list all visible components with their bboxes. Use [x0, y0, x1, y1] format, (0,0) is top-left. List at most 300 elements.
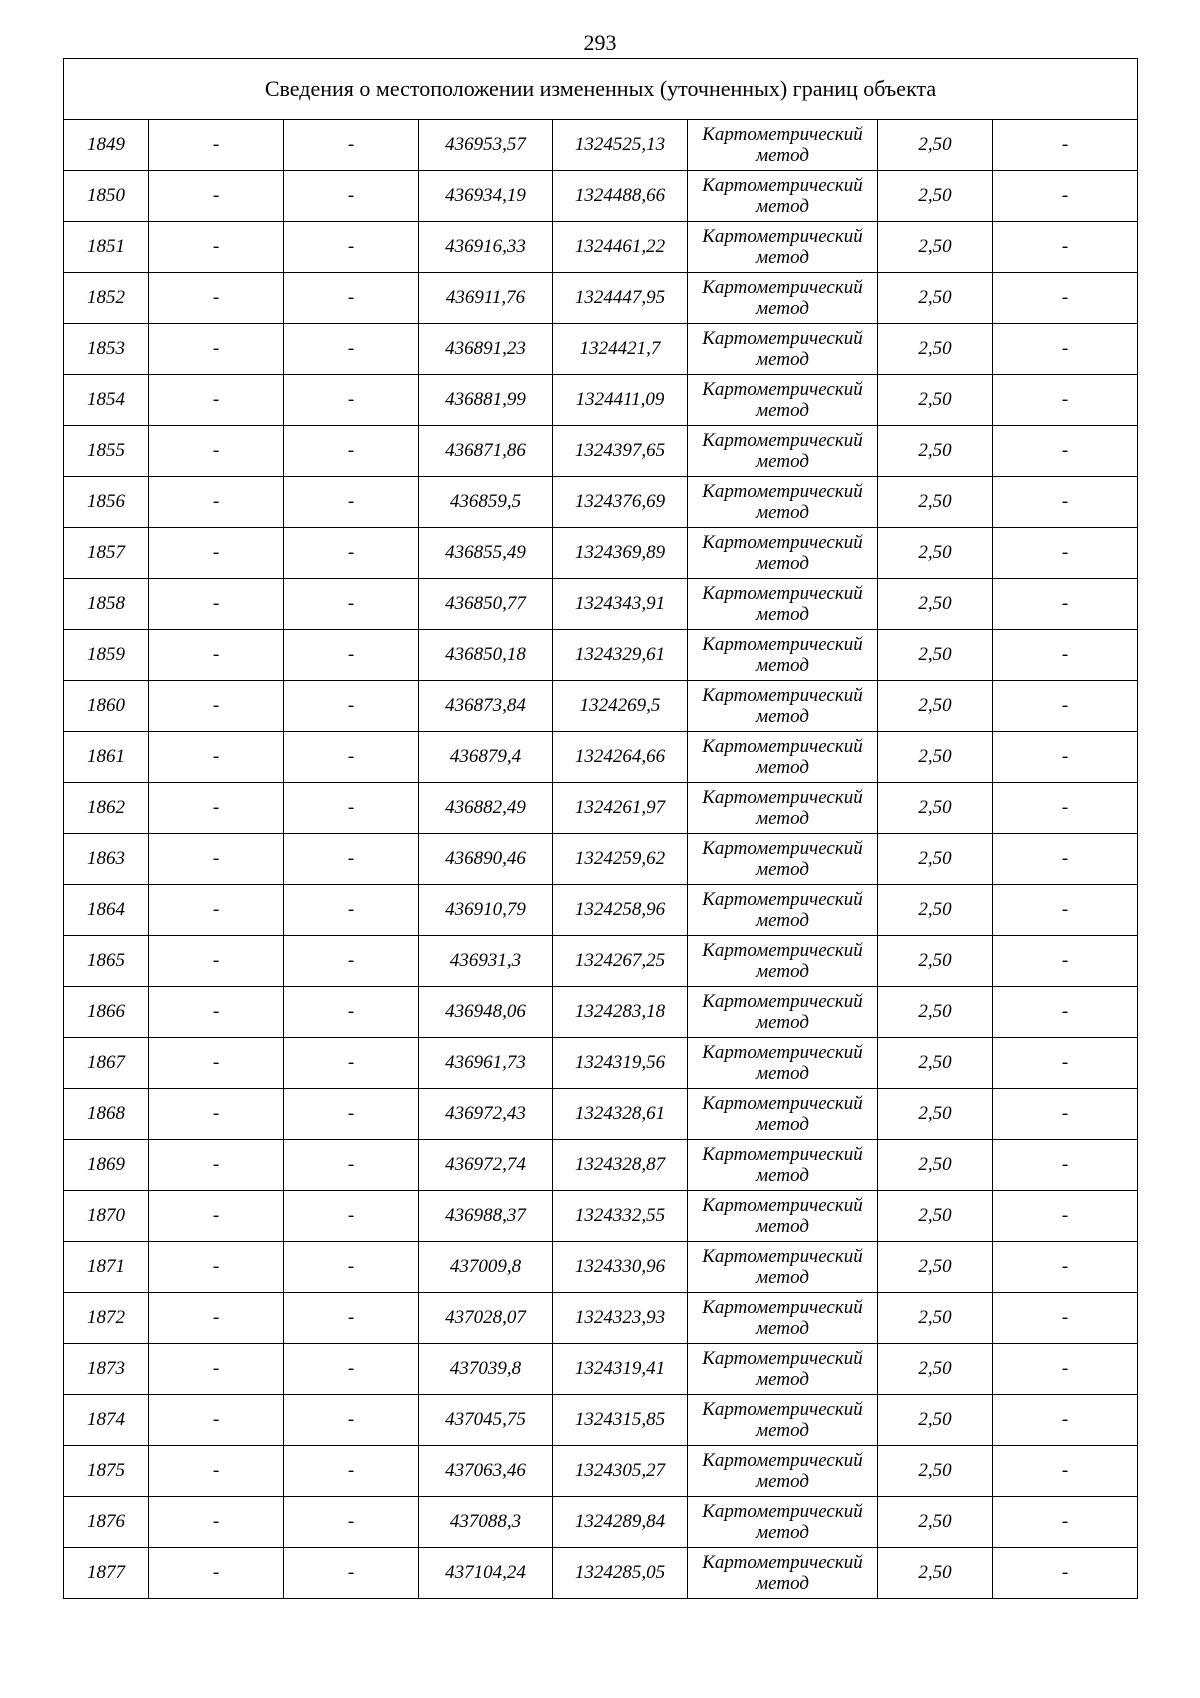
- method-cell: [688, 1191, 878, 1242]
- accuracy-cell: 2,50: [878, 1497, 993, 1548]
- method-line-2: метод: [756, 298, 809, 319]
- method-cell: [688, 1293, 878, 1344]
- coordinate-y-cell: 1324259,62: [553, 834, 688, 885]
- table-row: [64, 426, 1138, 477]
- method-line-2: метод: [756, 655, 809, 676]
- method-cell: [688, 273, 878, 324]
- empty-dash-cell: -: [284, 1497, 419, 1548]
- empty-dash-cell: -: [993, 1191, 1138, 1242]
- method-line-1: Картометрический: [702, 175, 863, 196]
- empty-dash-cell: -: [284, 1191, 419, 1242]
- coordinate-x-cell: 436873,84: [419, 681, 553, 732]
- empty-dash-cell: -: [149, 732, 284, 783]
- accuracy-cell: 2,50: [878, 987, 993, 1038]
- method-line-1: Картометрический: [702, 1093, 863, 1114]
- empty-dash-cell: -: [284, 987, 419, 1038]
- method-cell: [688, 171, 878, 222]
- table-row: [64, 324, 1138, 375]
- point-number-cell: 1870: [64, 1191, 149, 1242]
- method-cell: [688, 987, 878, 1038]
- method-cell: [688, 1446, 878, 1497]
- method-line-1: Картометрический: [702, 481, 863, 502]
- accuracy-cell: 2,50: [878, 681, 993, 732]
- method-line-1: Картометрический: [702, 889, 863, 910]
- empty-dash-cell: -: [149, 1089, 284, 1140]
- coordinate-x-cell: 436881,99: [419, 375, 553, 426]
- method-cell: [688, 1548, 878, 1599]
- accuracy-cell: 2,50: [878, 936, 993, 987]
- coordinate-y-cell: 1324461,22: [553, 222, 688, 273]
- empty-dash-cell: -: [149, 528, 284, 579]
- table-row: [64, 222, 1138, 273]
- point-number-cell: 1852: [64, 273, 149, 324]
- method-line-2: метод: [756, 757, 809, 778]
- method-line-2: метод: [756, 1573, 809, 1594]
- table-row: [64, 1548, 1138, 1599]
- point-number-cell: 1859: [64, 630, 149, 681]
- coordinate-y-cell: 1324289,84: [553, 1497, 688, 1548]
- empty-dash-cell: -: [284, 630, 419, 681]
- coordinate-y-cell: 1324269,5: [553, 681, 688, 732]
- empty-dash-cell: -: [284, 273, 419, 324]
- empty-dash-cell: -: [284, 1395, 419, 1446]
- point-number-cell: 1858: [64, 579, 149, 630]
- point-number-cell: 1877: [64, 1548, 149, 1599]
- table-row: [64, 834, 1138, 885]
- method-line-1: Картометрический: [702, 277, 863, 298]
- coordinate-y-cell: 1324343,91: [553, 579, 688, 630]
- empty-dash-cell: -: [993, 630, 1138, 681]
- empty-dash-cell: -: [993, 885, 1138, 936]
- method-cell: [688, 1395, 878, 1446]
- coordinate-y-cell: 1324258,96: [553, 885, 688, 936]
- method-line-1: Картометрический: [702, 685, 863, 706]
- method-cell: [688, 630, 878, 681]
- empty-dash-cell: -: [149, 936, 284, 987]
- empty-dash-cell: -: [993, 1344, 1138, 1395]
- table-row: [64, 1038, 1138, 1089]
- method-line-2: метод: [756, 451, 809, 472]
- point-number-cell: 1853: [64, 324, 149, 375]
- empty-dash-cell: -: [149, 120, 284, 171]
- point-number-cell: 1876: [64, 1497, 149, 1548]
- accuracy-cell: 2,50: [878, 1548, 993, 1599]
- point-number-cell: 1861: [64, 732, 149, 783]
- method-line-1: Картометрический: [702, 124, 863, 145]
- empty-dash-cell: -: [284, 1038, 419, 1089]
- coordinate-x-cell: 436916,33: [419, 222, 553, 273]
- point-number-cell: 1864: [64, 885, 149, 936]
- method-line-2: метод: [756, 706, 809, 727]
- method-line-2: метод: [756, 553, 809, 574]
- table-row: [64, 120, 1138, 171]
- accuracy-cell: 2,50: [878, 171, 993, 222]
- table-row: [64, 1395, 1138, 1446]
- empty-dash-cell: -: [284, 426, 419, 477]
- point-number-cell: 1865: [64, 936, 149, 987]
- method-line-2: метод: [756, 910, 809, 931]
- empty-dash-cell: -: [284, 1293, 419, 1344]
- accuracy-cell: 2,50: [878, 1038, 993, 1089]
- empty-dash-cell: -: [993, 273, 1138, 324]
- table-row: [64, 1344, 1138, 1395]
- accuracy-cell: 2,50: [878, 1293, 993, 1344]
- method-line-2: метод: [756, 145, 809, 166]
- method-line-2: метод: [756, 349, 809, 370]
- point-number-cell: 1862: [64, 783, 149, 834]
- point-number-cell: 1867: [64, 1038, 149, 1089]
- empty-dash-cell: -: [149, 630, 284, 681]
- accuracy-cell: 2,50: [878, 1140, 993, 1191]
- method-line-1: Картометрический: [702, 226, 863, 247]
- point-number-cell: 1873: [64, 1344, 149, 1395]
- coordinate-y-cell: 1324329,61: [553, 630, 688, 681]
- empty-dash-cell: -: [149, 324, 284, 375]
- accuracy-cell: 2,50: [878, 1446, 993, 1497]
- method-cell: [688, 936, 878, 987]
- accuracy-cell: 2,50: [878, 732, 993, 783]
- empty-dash-cell: -: [993, 426, 1138, 477]
- method-line-2: метод: [756, 1216, 809, 1237]
- point-number-cell: 1868: [64, 1089, 149, 1140]
- coordinate-y-cell: 1324330,96: [553, 1242, 688, 1293]
- method-line-2: метод: [756, 400, 809, 421]
- empty-dash-cell: -: [149, 1446, 284, 1497]
- method-line-1: Картометрический: [702, 634, 863, 655]
- empty-dash-cell: -: [284, 783, 419, 834]
- page-number: 293: [583, 30, 617, 55]
- empty-dash-cell: -: [993, 732, 1138, 783]
- empty-dash-cell: -: [284, 1344, 419, 1395]
- accuracy-cell: 2,50: [878, 324, 993, 375]
- method-cell: [688, 222, 878, 273]
- point-number-cell: 1856: [64, 477, 149, 528]
- empty-dash-cell: -: [993, 1548, 1138, 1599]
- method-line-1: Картометрический: [702, 1450, 863, 1471]
- accuracy-cell: 2,50: [878, 273, 993, 324]
- table-row: [64, 987, 1138, 1038]
- empty-dash-cell: -: [993, 1293, 1138, 1344]
- empty-dash-cell: -: [284, 1140, 419, 1191]
- table-row: [64, 1242, 1138, 1293]
- point-number-cell: 1850: [64, 171, 149, 222]
- empty-dash-cell: -: [284, 477, 419, 528]
- empty-dash-cell: -: [284, 732, 419, 783]
- method-cell: [688, 324, 878, 375]
- table-row: [64, 1089, 1138, 1140]
- coordinate-x-cell: 436953,57: [419, 120, 553, 171]
- coordinate-x-cell: 437028,07: [419, 1293, 553, 1344]
- point-number-cell: 1849: [64, 120, 149, 171]
- coordinate-x-cell: 436934,19: [419, 171, 553, 222]
- point-number-cell: 1874: [64, 1395, 149, 1446]
- empty-dash-cell: -: [149, 1548, 284, 1599]
- point-number-cell: 1857: [64, 528, 149, 579]
- method-line-1: Картометрический: [702, 940, 863, 961]
- coordinate-y-cell: 1324369,89: [553, 528, 688, 579]
- table-row: [64, 936, 1138, 987]
- method-line-2: метод: [756, 1420, 809, 1441]
- coordinate-x-cell: 436948,06: [419, 987, 553, 1038]
- point-number-cell: 1860: [64, 681, 149, 732]
- coordinate-x-cell: 436910,79: [419, 885, 553, 936]
- method-line-1: Картометрический: [702, 736, 863, 757]
- method-line-1: Картометрический: [702, 1552, 863, 1573]
- empty-dash-cell: -: [149, 1038, 284, 1089]
- empty-dash-cell: -: [149, 1344, 284, 1395]
- table-row: [64, 579, 1138, 630]
- table-row: [64, 885, 1138, 936]
- coordinate-x-cell: 436931,3: [419, 936, 553, 987]
- empty-dash-cell: -: [284, 375, 419, 426]
- coordinate-y-cell: 1324332,55: [553, 1191, 688, 1242]
- coordinate-x-cell: 436890,46: [419, 834, 553, 885]
- coordinate-x-cell: 436882,49: [419, 783, 553, 834]
- empty-dash-cell: -: [149, 1191, 284, 1242]
- table-title-row: [64, 59, 1138, 120]
- empty-dash-cell: -: [284, 120, 419, 171]
- empty-dash-cell: -: [284, 579, 419, 630]
- coordinate-x-cell: 436879,4: [419, 732, 553, 783]
- table-row: [64, 1497, 1138, 1548]
- method-cell: [688, 783, 878, 834]
- empty-dash-cell: -: [284, 1242, 419, 1293]
- method-cell: [688, 834, 878, 885]
- empty-dash-cell: -: [149, 783, 284, 834]
- empty-dash-cell: -: [149, 375, 284, 426]
- method-line-2: метод: [756, 502, 809, 523]
- coordinate-x-cell: 436961,73: [419, 1038, 553, 1089]
- table-row: [64, 630, 1138, 681]
- empty-dash-cell: -: [993, 120, 1138, 171]
- method-line-2: метод: [756, 1522, 809, 1543]
- method-line-2: метод: [756, 196, 809, 217]
- method-cell: [688, 477, 878, 528]
- point-number-cell: 1872: [64, 1293, 149, 1344]
- table-row: [64, 171, 1138, 222]
- coordinate-x-cell: 436850,18: [419, 630, 553, 681]
- empty-dash-cell: -: [993, 1089, 1138, 1140]
- method-line-2: метод: [756, 1063, 809, 1084]
- point-number-cell: 1851: [64, 222, 149, 273]
- accuracy-cell: 2,50: [878, 1242, 993, 1293]
- accuracy-cell: 2,50: [878, 885, 993, 936]
- accuracy-cell: 2,50: [878, 477, 993, 528]
- empty-dash-cell: -: [993, 222, 1138, 273]
- empty-dash-cell: -: [993, 324, 1138, 375]
- table-row: [64, 681, 1138, 732]
- coordinate-x-cell: 437039,8: [419, 1344, 553, 1395]
- empty-dash-cell: -: [149, 1242, 284, 1293]
- coordinate-y-cell: 1324264,66: [553, 732, 688, 783]
- coordinate-x-cell: 437104,24: [419, 1548, 553, 1599]
- coordinate-y-cell: 1324488,66: [553, 171, 688, 222]
- coordinate-x-cell: 436972,74: [419, 1140, 553, 1191]
- coordinate-y-cell: 1324319,56: [553, 1038, 688, 1089]
- point-number-cell: 1863: [64, 834, 149, 885]
- point-number-cell: 1866: [64, 987, 149, 1038]
- empty-dash-cell: -: [284, 324, 419, 375]
- coordinate-y-cell: 1324283,18: [553, 987, 688, 1038]
- coordinate-y-cell: 1324305,27: [553, 1446, 688, 1497]
- table-row: [64, 732, 1138, 783]
- method-cell: [688, 579, 878, 630]
- method-line-2: метод: [756, 1369, 809, 1390]
- empty-dash-cell: -: [993, 171, 1138, 222]
- empty-dash-cell: -: [149, 1497, 284, 1548]
- coordinate-x-cell: 436988,37: [419, 1191, 553, 1242]
- accuracy-cell: 2,50: [878, 528, 993, 579]
- method-line-1: Картометрический: [702, 328, 863, 349]
- accuracy-cell: 2,50: [878, 783, 993, 834]
- method-line-1: Картометрический: [702, 838, 863, 859]
- coordinate-y-cell: 1324323,93: [553, 1293, 688, 1344]
- method-line-1: Картометрический: [702, 379, 863, 400]
- accuracy-cell: 2,50: [878, 1089, 993, 1140]
- method-line-2: метод: [756, 1471, 809, 1492]
- empty-dash-cell: -: [149, 1293, 284, 1344]
- accuracy-cell: 2,50: [878, 1344, 993, 1395]
- coordinate-y-cell: 1324328,87: [553, 1140, 688, 1191]
- coordinate-y-cell: 1324328,61: [553, 1089, 688, 1140]
- empty-dash-cell: -: [284, 885, 419, 936]
- coordinate-x-cell: 436911,76: [419, 273, 553, 324]
- coordinate-y-cell: 1324261,97: [553, 783, 688, 834]
- table-row: [64, 1293, 1138, 1344]
- empty-dash-cell: -: [993, 783, 1138, 834]
- empty-dash-cell: -: [993, 1038, 1138, 1089]
- coordinate-x-cell: 437009,8: [419, 1242, 553, 1293]
- method-line-1: Картометрический: [702, 532, 863, 553]
- coordinate-y-cell: 1324315,85: [553, 1395, 688, 1446]
- point-number-cell: 1855: [64, 426, 149, 477]
- point-number-cell: 1854: [64, 375, 149, 426]
- accuracy-cell: 2,50: [878, 834, 993, 885]
- table-title: Сведения о местоположении измененных (уточненных) границ объекта: [64, 59, 1138, 120]
- empty-dash-cell: -: [149, 273, 284, 324]
- table-row: [64, 1140, 1138, 1191]
- empty-dash-cell: -: [993, 1140, 1138, 1191]
- method-line-1: Картометрический: [702, 1348, 863, 1369]
- coordinate-y-cell: 1324376,69: [553, 477, 688, 528]
- coordinate-x-cell: 437088,3: [419, 1497, 553, 1548]
- coordinate-x-cell: 437045,75: [419, 1395, 553, 1446]
- empty-dash-cell: -: [284, 1446, 419, 1497]
- empty-dash-cell: -: [149, 681, 284, 732]
- point-number-cell: 1875: [64, 1446, 149, 1497]
- table-row: [64, 477, 1138, 528]
- empty-dash-cell: -: [149, 987, 284, 1038]
- empty-dash-cell: -: [993, 834, 1138, 885]
- empty-dash-cell: -: [149, 1395, 284, 1446]
- method-cell: [688, 375, 878, 426]
- empty-dash-cell: -: [149, 834, 284, 885]
- empty-dash-cell: -: [993, 528, 1138, 579]
- method-line-1: Картометрический: [702, 583, 863, 604]
- table-row: [64, 273, 1138, 324]
- accuracy-cell: 2,50: [878, 579, 993, 630]
- empty-dash-cell: -: [993, 1395, 1138, 1446]
- method-line-2: метод: [756, 1267, 809, 1288]
- accuracy-cell: 2,50: [878, 120, 993, 171]
- method-line-1: Картометрический: [702, 787, 863, 808]
- empty-dash-cell: -: [149, 426, 284, 477]
- method-line-2: метод: [756, 961, 809, 982]
- method-cell: [688, 528, 878, 579]
- method-line-2: метод: [756, 1012, 809, 1033]
- method-cell: [688, 1242, 878, 1293]
- method-line-1: Картометрический: [702, 1297, 863, 1318]
- accuracy-cell: 2,50: [878, 630, 993, 681]
- coordinate-x-cell: 437063,46: [419, 1446, 553, 1497]
- method-cell: [688, 732, 878, 783]
- method-line-1: Картометрический: [702, 430, 863, 451]
- boundary-coordinates-table: [63, 58, 1138, 1599]
- empty-dash-cell: -: [993, 987, 1138, 1038]
- coordinate-y-cell: 1324319,41: [553, 1344, 688, 1395]
- coordinate-y-cell: 1324447,95: [553, 273, 688, 324]
- empty-dash-cell: -: [993, 1242, 1138, 1293]
- method-line-1: Картометрический: [702, 1399, 863, 1420]
- method-line-1: Картометрический: [702, 1144, 863, 1165]
- empty-dash-cell: -: [149, 477, 284, 528]
- empty-dash-cell: -: [149, 171, 284, 222]
- coordinate-x-cell: 436855,49: [419, 528, 553, 579]
- point-number-cell: 1869: [64, 1140, 149, 1191]
- empty-dash-cell: -: [284, 1089, 419, 1140]
- empty-dash-cell: -: [149, 222, 284, 273]
- table-row: [64, 1446, 1138, 1497]
- empty-dash-cell: -: [149, 579, 284, 630]
- method-cell: [688, 426, 878, 477]
- method-line-2: метод: [756, 604, 809, 625]
- method-cell: [688, 1140, 878, 1191]
- method-line-2: метод: [756, 1114, 809, 1135]
- method-line-1: Картометрический: [702, 1246, 863, 1267]
- method-line-1: Картометрический: [702, 991, 863, 1012]
- method-line-1: Картометрический: [702, 1042, 863, 1063]
- empty-dash-cell: -: [284, 171, 419, 222]
- accuracy-cell: 2,50: [878, 1191, 993, 1242]
- coordinate-y-cell: 1324285,05: [553, 1548, 688, 1599]
- empty-dash-cell: -: [284, 834, 419, 885]
- accuracy-cell: 2,50: [878, 426, 993, 477]
- empty-dash-cell: -: [284, 1548, 419, 1599]
- point-number-cell: 1871: [64, 1242, 149, 1293]
- empty-dash-cell: -: [993, 1497, 1138, 1548]
- method-line-2: метод: [756, 859, 809, 880]
- empty-dash-cell: -: [284, 681, 419, 732]
- accuracy-cell: 2,50: [878, 1395, 993, 1446]
- empty-dash-cell: -: [993, 1446, 1138, 1497]
- accuracy-cell: 2,50: [878, 375, 993, 426]
- coordinate-y-cell: 1324397,65: [553, 426, 688, 477]
- table-row: [64, 528, 1138, 579]
- method-cell: [688, 1497, 878, 1548]
- empty-dash-cell: -: [993, 936, 1138, 987]
- coordinate-x-cell: 436871,86: [419, 426, 553, 477]
- method-cell: [688, 885, 878, 936]
- empty-dash-cell: -: [149, 1140, 284, 1191]
- method-line-2: метод: [756, 1318, 809, 1339]
- table-row: [64, 375, 1138, 426]
- coordinate-x-cell: 436859,5: [419, 477, 553, 528]
- coordinate-y-cell: 1324421,7: [553, 324, 688, 375]
- method-cell: [688, 120, 878, 171]
- accuracy-cell: 2,50: [878, 222, 993, 273]
- table-row: [64, 783, 1138, 834]
- coordinate-x-cell: 436891,23: [419, 324, 553, 375]
